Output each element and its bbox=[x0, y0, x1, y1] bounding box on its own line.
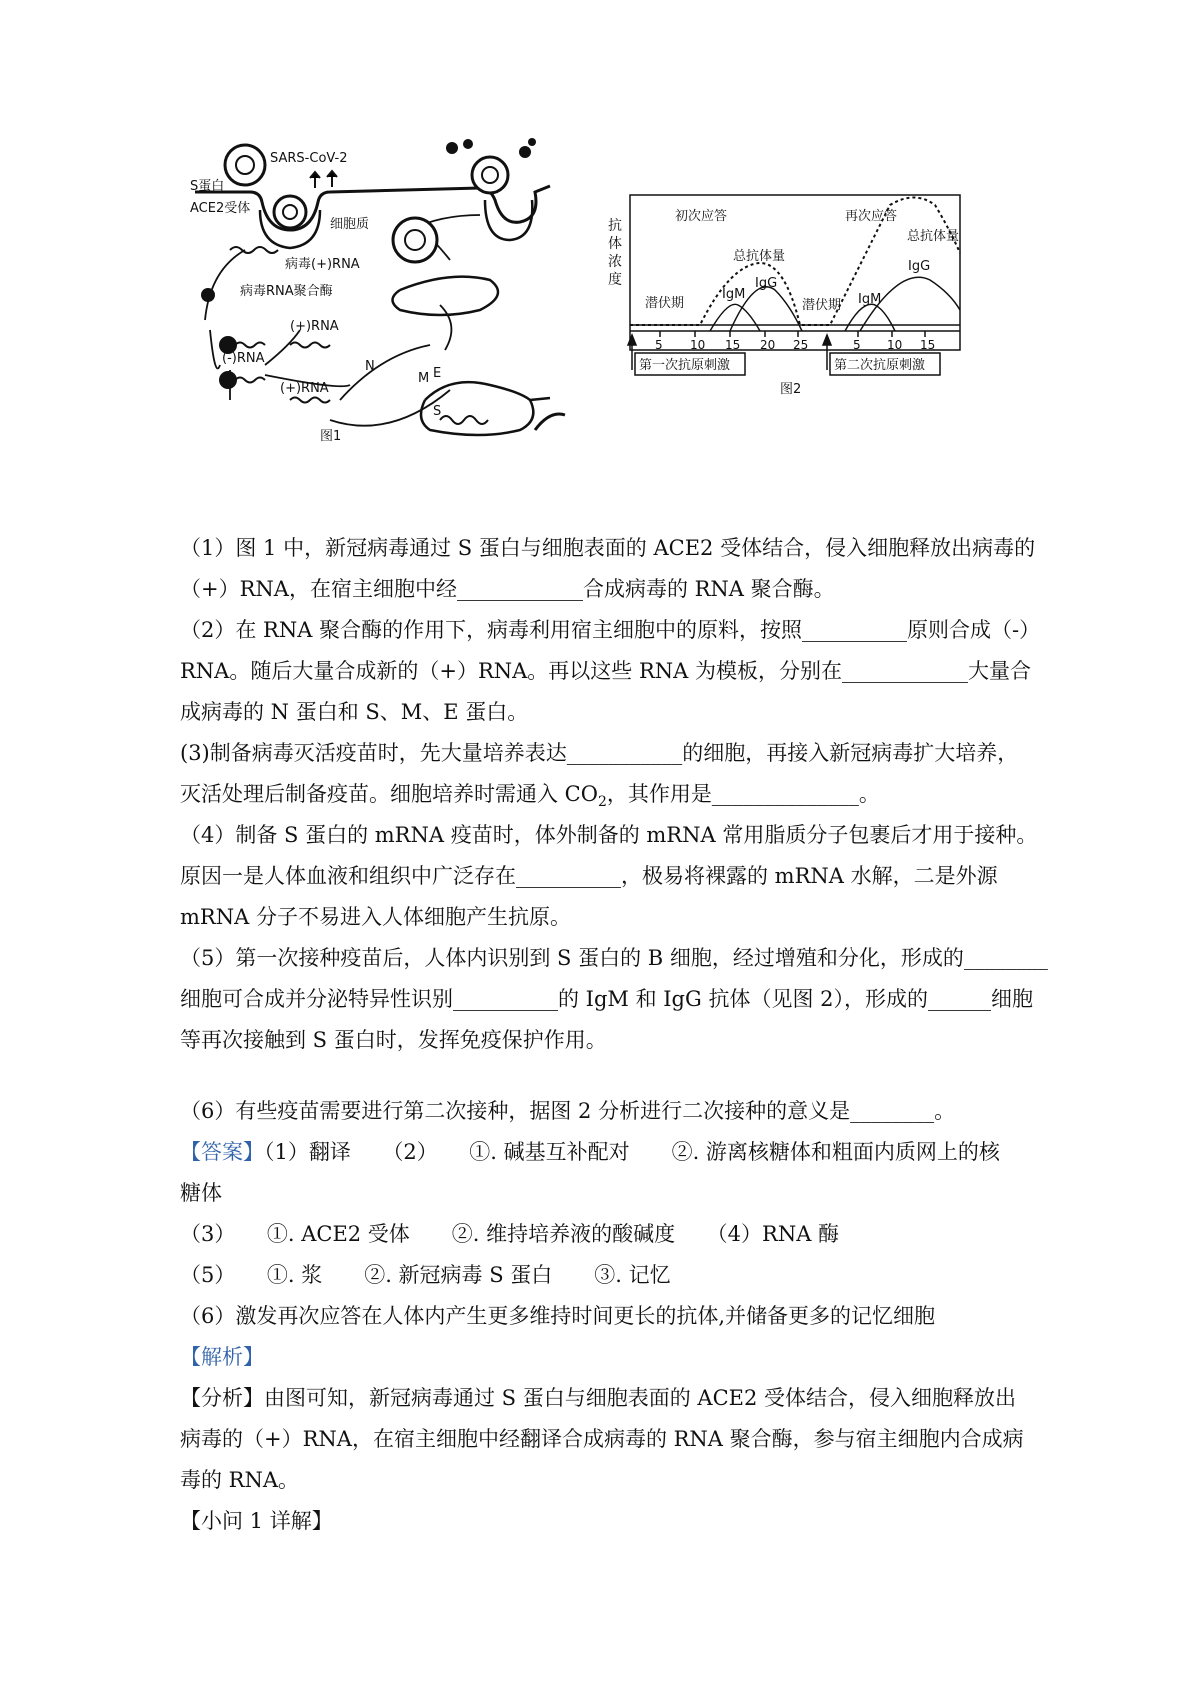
ylabel-char: 度 bbox=[608, 272, 622, 288]
answer-line-2: 糖体 bbox=[180, 1181, 222, 1205]
label-n: N bbox=[365, 359, 375, 374]
q1-line-2: （+）RNA，在宿主细胞中经____________合成病毒的 RNA 聚合酶。 bbox=[180, 577, 835, 601]
figure-2 bbox=[608, 185, 1030, 435]
q2-line-3: 成病毒的 N 蛋白和 S、M、E 蛋白。 bbox=[180, 700, 529, 724]
q2-line-1: （2）在 RNA 聚合酶的作用下，病毒利用宿主细胞中的原料，按照__________原则合成（-） bbox=[180, 618, 1041, 642]
tick-label-primary: 10 bbox=[690, 338, 706, 352]
label-stim-2: 第二次抗原刺激 bbox=[834, 358, 926, 373]
label-igm-primary: IgM bbox=[722, 287, 746, 302]
q1-line-1: （1）图 1 中，新冠病毒通过 S 蛋白与细胞表面的 ACE2 受体结合，侵入细胞释放出病毒的 bbox=[180, 536, 1036, 560]
virus-fragment-icon bbox=[446, 138, 536, 158]
ylabel-char: 浓 bbox=[608, 254, 622, 270]
ylabel-char: 抗 bbox=[608, 218, 622, 234]
label-m: M bbox=[418, 371, 430, 386]
tick-label-secondary: 10 bbox=[887, 338, 903, 352]
label-s-protein: S蛋白 bbox=[190, 179, 225, 194]
tick-label-primary: 25 bbox=[793, 338, 809, 352]
q6-line: （6）有些疫苗需要进行第二次接种，据图 2 分析进行二次接种的意义是________。 bbox=[180, 1099, 956, 1123]
tick-label-primary: 15 bbox=[725, 338, 741, 352]
label-polymerase: 病毒RNA聚合酶 bbox=[240, 284, 333, 299]
virus-released bbox=[472, 157, 508, 193]
label-igm-secondary: IgM bbox=[858, 292, 882, 307]
analysis-line-1: 【分析】由图可知，新冠病毒通过 S 蛋白与细胞表面的 ACE2 受体结合，侵入细胞释放出 bbox=[180, 1386, 1017, 1410]
label-minus-rna: (-)RNA bbox=[222, 351, 265, 366]
label-s: S bbox=[433, 404, 442, 419]
analysis-tag: 【解析】 bbox=[180, 1345, 264, 1369]
figure-2-caption: 图2 bbox=[780, 382, 802, 397]
igm-primary-curve bbox=[710, 304, 760, 331]
label-igg-primary: IgG bbox=[755, 276, 778, 291]
answer-line-4: （5） ①. 浆 ②. 新冠病毒 S 蛋白 ③. 记忆 bbox=[180, 1263, 671, 1287]
golgi bbox=[393, 277, 499, 315]
label-latent-secondary: 潜伏期 bbox=[802, 298, 842, 313]
sub-question-1-heading: 【小问 1 详解】 bbox=[180, 1509, 333, 1533]
igm-secondary-curve bbox=[845, 304, 895, 331]
label-total-secondary: 总抗体量 bbox=[907, 229, 960, 244]
virus-assembled bbox=[393, 218, 437, 262]
rna-squiggle bbox=[230, 247, 278, 253]
answer-line-1 bbox=[180, 1132, 1040, 1173]
label-stim-1: 第一次抗原刺激 bbox=[639, 358, 731, 373]
q5-line-3: 等再次接触到 S 蛋白时，发挥免疫保护作用。 bbox=[180, 1028, 607, 1052]
virus-particle bbox=[225, 145, 265, 185]
answer-tag: 【答案】 bbox=[180, 1140, 264, 1164]
label-ace2: ACE2受体 bbox=[190, 201, 251, 216]
q4-line-2: 原因一是人体血液和组织中广泛存在__________，极易将裸露的 mRNA 水解，二是外源 bbox=[180, 864, 998, 888]
label-plus-rna: 病毒(+)RNA bbox=[285, 257, 360, 272]
virus-in-endosome bbox=[274, 196, 306, 228]
q3-line-1: (3)制备病毒灭活疫苗时，先大量培养表达___________的细胞，再接入新冠病毒扩大培养， bbox=[180, 741, 1019, 765]
ace2-receptor-icon bbox=[310, 171, 337, 188]
analysis-line-2: 病毒的（+）RNA，在宿主细胞中经翻译合成病毒的 RNA 聚合酶，参与宿主细胞内合成病 bbox=[180, 1427, 1024, 1451]
ylabel-char: 体 bbox=[608, 236, 622, 252]
label-primary: 初次应答 bbox=[675, 209, 728, 224]
q4-line-3: mRNA 分子不易进入人体细胞产生抗原。 bbox=[180, 905, 571, 929]
answer-line-1-rest: （1）翻译 （2） ①. 碱基互补配对 ②. 游离核糖体和粗面内质网上的核 bbox=[264, 1140, 1000, 1164]
tick-label-primary: 5 bbox=[655, 338, 663, 352]
analysis-line-3: 毒的 RNA。 bbox=[180, 1468, 300, 1492]
figure-1 bbox=[190, 130, 610, 490]
co2-subscript: 2 bbox=[597, 794, 607, 811]
q4-line-1: （4）制备 S 蛋白的 mRNA 疫苗时，体外制备的 mRNA 常用脂质分子包裹后才用于接种。 bbox=[180, 823, 1038, 847]
tick-label-secondary: 5 bbox=[853, 338, 861, 352]
label-virus: SARS-CoV-2 bbox=[270, 151, 348, 166]
q3-line-2 bbox=[180, 774, 1040, 815]
figure-1-caption: 图1 bbox=[320, 429, 342, 444]
q5-line-2: 细胞可合成并分泌特异性识别__________的 IgM 和 IgG 抗体（见图 2），形成的______细胞 bbox=[180, 987, 1033, 1011]
label-plus-rna-b: (+)RNA bbox=[280, 381, 329, 396]
answer-line-3: （3） ①. ACE2 受体 ②. 维持培养液的酸碱度 （4）RNA 酶 bbox=[180, 1222, 840, 1246]
label-secondary: 再次应答 bbox=[845, 209, 898, 224]
q5-line-1: （5）第一次接种疫苗后，人体内识别到 S 蛋白的 B 细胞，经过增殖和分化，形成的________ bbox=[180, 946, 1048, 970]
nuclear-membrane bbox=[535, 414, 565, 430]
label-cytoplasm: 细胞质 bbox=[330, 217, 370, 232]
tick-label-primary: 20 bbox=[760, 338, 776, 352]
q3-line-2b: ，其作用是______________。 bbox=[606, 782, 880, 806]
label-latent-primary: 潜伏期 bbox=[645, 296, 685, 311]
tick-label-secondary: 15 bbox=[920, 338, 936, 352]
label-e: E bbox=[433, 366, 442, 381]
answer-line-5: （6）激发再次应答在人体内产生更多维持时间更长的抗体,并储备更多的记忆细胞 bbox=[180, 1304, 936, 1328]
label-igg-secondary: IgG bbox=[908, 259, 931, 274]
question-content bbox=[180, 528, 1048, 1542]
label-plus-rna-a: (+)RNA bbox=[290, 319, 339, 334]
q3-line-2a: 灭活处理后制备疫苗。细胞培养时需通入 CO bbox=[180, 782, 598, 806]
ribosome-icon bbox=[201, 288, 237, 389]
label-total-primary: 总抗体量 bbox=[733, 249, 786, 264]
q2-line-2: RNA。随后大量合成新的（+）RNA。再以这些 RNA 为模板，分别在____________大量合 bbox=[180, 659, 1032, 683]
